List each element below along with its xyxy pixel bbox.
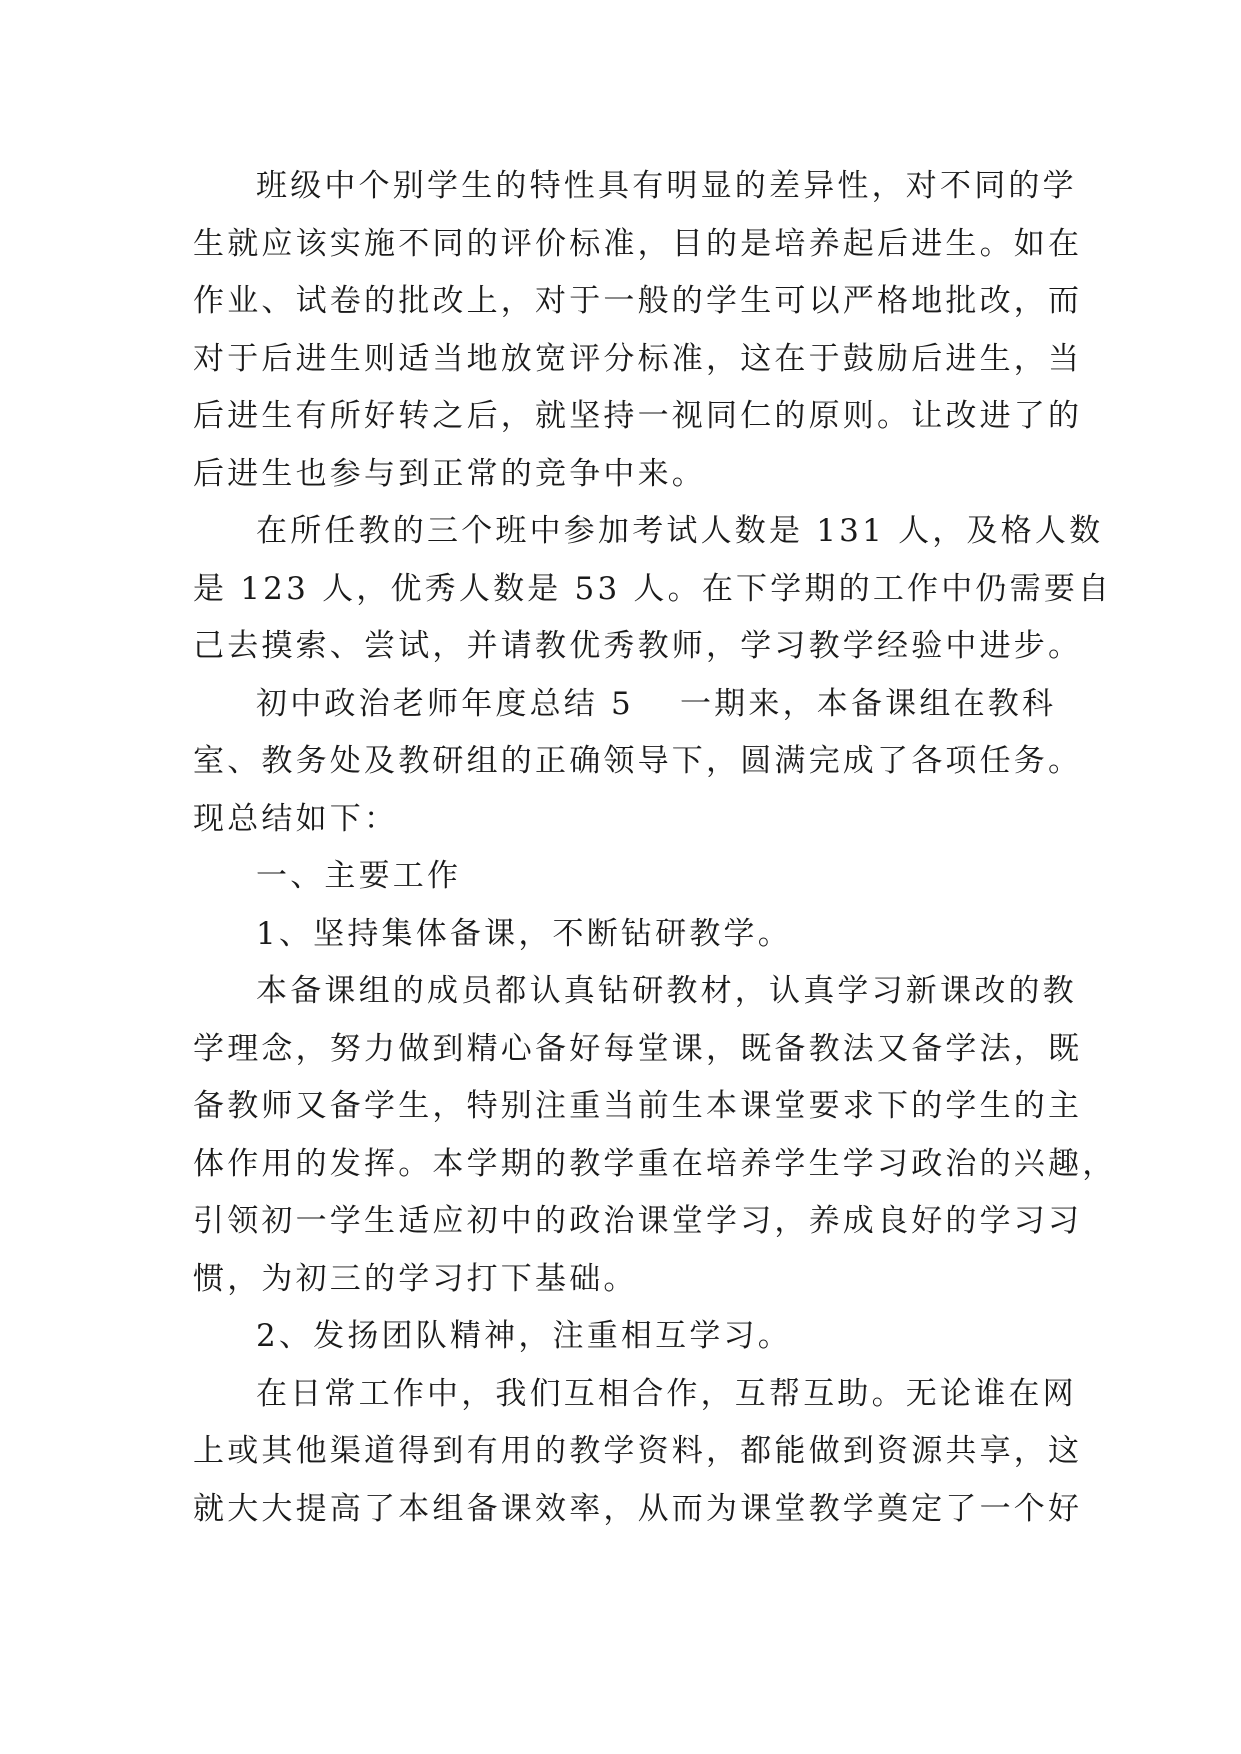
paragraph-4-line-3: 备教师又备学生，特别注重当前生本课堂要求下的学生的主 <box>193 1088 1083 1124</box>
paragraph-1-line-1: 班级中个别学生的特性具有明显的差异性，对不同的学 <box>256 168 1077 204</box>
paragraph-5-line-3: 就大大提高了本组备课效率，从而为课堂教学奠定了一个好 <box>193 1491 1083 1527</box>
heading-item-2: 2、发扬团队精神，注重相互学习。 <box>256 1318 792 1354</box>
heading-main-work: 一、主要工作 <box>256 858 462 894</box>
paragraph-2-line-1: 在所任教的三个班中参加考试人数是 131 人，及格人数 <box>256 513 1104 549</box>
paragraph-1-line-6: 后进生也参与到正常的竞争中来。 <box>193 456 706 492</box>
heading-item-1: 1、坚持集体备课，不断钻研教学。 <box>256 916 792 952</box>
paragraph-1-line-2: 生就应该实施不同的评价标准，目的是培养起后进生。如在 <box>193 226 1083 262</box>
paragraph-1-line-4: 对于后进生则适当地放宽评分标准，这在于鼓励后进生，当 <box>193 341 1083 377</box>
paragraph-4-line-1: 本备课组的成员都认真钻研教材，认真学习新课改的教 <box>256 973 1077 1009</box>
paragraph-3-line-3: 现总结如下： <box>193 801 399 837</box>
paragraph-3-line-1-text: 一期来，本备课组在教科 <box>679 686 1057 722</box>
paragraph-4-line-2: 学理念，努力做到精心备好每堂课，既备教法又备学法，既 <box>193 1031 1083 1067</box>
paragraph-2-line-2: 是 123 人，优秀人数是 53 人。在下学期的工作中仍需要自 <box>193 571 1113 607</box>
paragraph-5-line-1: 在日常工作中，我们互相合作，互帮互助。无论谁在网 <box>256 1376 1077 1412</box>
paragraph-1-line-5: 后进生有所好转之后，就坚持一视同仁的原则。让改进了的 <box>193 398 1083 434</box>
paragraph-4-line-5: 引领初一学生适应初中的政治课堂学习，养成良好的学习习 <box>193 1203 1083 1239</box>
paragraph-5-line-2: 上或其他渠道得到有用的教学资料，都能做到资源共享，这 <box>193 1433 1083 1469</box>
paragraph-3-line-1 <box>0 676 1241 732</box>
paragraph-4-line-6: 惯，为初三的学习打下基础。 <box>193 1261 638 1297</box>
paragraph-4-line-4: 体作用的发挥。本学期的教学重在培养学生学习政治的兴趣， <box>193 1146 1117 1182</box>
paragraph-2-line-3: 己去摸索、尝试，并请教优秀教师，学习教学经验中进步。 <box>193 628 1083 664</box>
paragraph-3-line-2: 室、教务处及教研组的正确领导下，圆满完成了各项任务。 <box>193 743 1083 779</box>
paragraph-1-line-3: 作业、试卷的批改上，对于一般的学生可以严格地批改，而 <box>193 283 1083 319</box>
section-heading: 初中政治老师年度总结 5 <box>256 686 634 722</box>
